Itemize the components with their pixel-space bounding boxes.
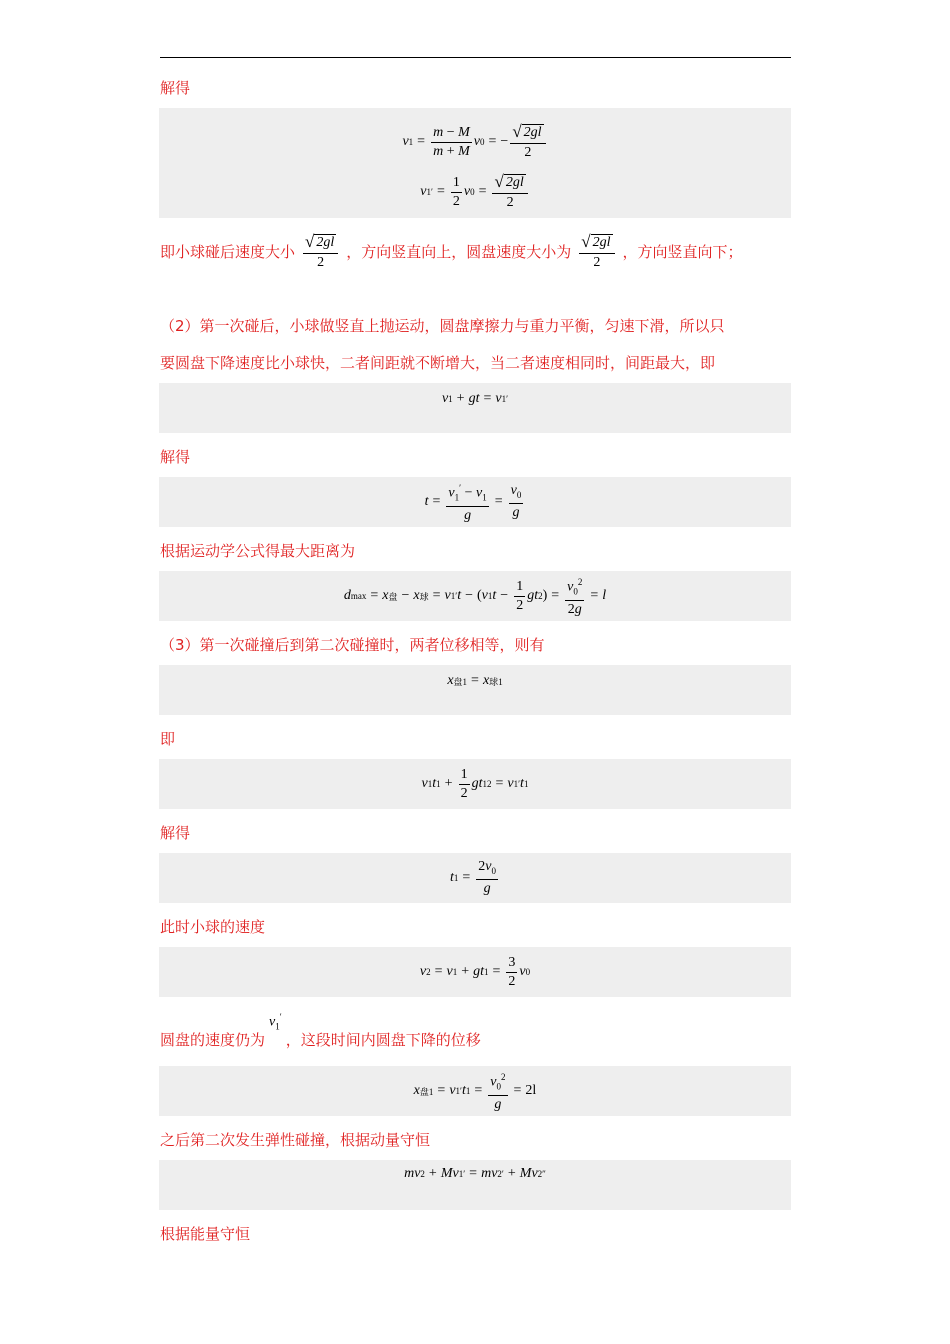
text-direction-down: ，方向竖直向下； [622, 243, 743, 261]
equation-box-disc-displacement [159, 1066, 791, 1116]
label-jiede-1: 解得 [160, 79, 191, 97]
paragraph-speed-direction [160, 230, 743, 274]
text-disc-displacement: ，这段时间内圆盘下降的位移 [285, 1031, 481, 1049]
equation-v2: v 2 = v 1 + gt 1 = $\frac{3}{2}$ v 0 [419, 954, 531, 989]
equation-box-displacement-equal [159, 665, 791, 715]
equation-displacement-equal: x 盘1 = x 球1 [447, 673, 503, 688]
equation-box-v1 [159, 108, 791, 218]
label-jiede-3: 解得 [160, 824, 191, 842]
equation-box-displacement-expanded [159, 759, 791, 809]
equation-t1: t 1 = $\frac{2v_0}{g}$ [449, 858, 496, 897]
inline-v1-prime: $v_1'$ [269, 1011, 282, 1031]
equation-box-dmax [159, 571, 791, 621]
equation-v1-prime: v 1 ′ = $\frac{1}{2}$ v 0 = √ 2gl 2 [159, 170, 791, 214]
inline-fraction-ball: √ 2gl 2 [301, 233, 340, 271]
label-momentum: 之后第二次发生弹性碰撞，根据动量守恒 [160, 1131, 431, 1149]
equation-displacement-expanded: v 1 t 1 + $\frac{1}{2}$ gt 1 2 = v 1 ′ t 1 [421, 766, 529, 801]
label-ball-speed: 此时小球的速度 [160, 918, 266, 936]
text-disc-speed: ，方向竖直向上，圆盘速度大小为 [346, 243, 572, 261]
equation-box-time [159, 477, 791, 527]
text-disc-speed-still: 圆盘的速度仍为 [160, 1031, 266, 1049]
text-ball-speed: 即小球碰后速度大小 [160, 243, 296, 261]
label-kinematics: 根据运动学公式得最大距离为 [160, 542, 356, 560]
paragraph-part2-line1: （2）第一次碰后，小球做竖直上抛运动，圆盘摩擦力与重力平衡，匀速下滑，所以只 [160, 317, 725, 335]
paragraph-disc-speed [160, 1010, 481, 1050]
header-rule [160, 57, 791, 58]
paragraph-part2-line2: 要圆盘下降速度比小球快，二者间距就不断增大，当二者速度相同时，间距最大，即 [160, 354, 716, 372]
equation-v1: v 1 = $\frac{m - M}{m + M}$ v 0 = − √ 2gl 2 [159, 120, 791, 164]
label-jiede-2: 解得 [160, 448, 191, 466]
equation-box-v2 [159, 947, 791, 997]
equation-box-equal-speed [159, 383, 791, 433]
inline-fraction-disc: √ 2gl 2 [577, 233, 616, 271]
equation-box-momentum [159, 1160, 791, 1210]
label-ji: 即 [160, 730, 176, 748]
equation-momentum: mv 2 + Mv 1 ′ = mv 2 ′ + Mv 2 ″ [404, 1166, 546, 1181]
equation-box-t1 [159, 853, 791, 903]
label-energy: 根据能量守恒 [160, 1225, 251, 1243]
paragraph-part3: （3）第一次碰撞后到第二次碰撞时，两者位移相等，则有 [160, 636, 545, 654]
equation-equal-speed: v 1 + gt = v 1 ′ [441, 391, 509, 406]
equation-time: t = $\frac{v_1' - v_1}{g}$ = $\frac{v_0}{g}$ [159, 481, 791, 523]
equation-disc-displacement: x 盘1 = v 1 ′ t 1 = $\frac{v_0^2}{g}$ = 2l [159, 1070, 791, 1112]
equation-dmax: d max = x 盘 − x 球 = v 1 ′ t − ( v 1 t − $\frac{1}{2}$ gt 2 ) = $\frac{v_0^2}{2g}$ = l [159, 575, 791, 617]
